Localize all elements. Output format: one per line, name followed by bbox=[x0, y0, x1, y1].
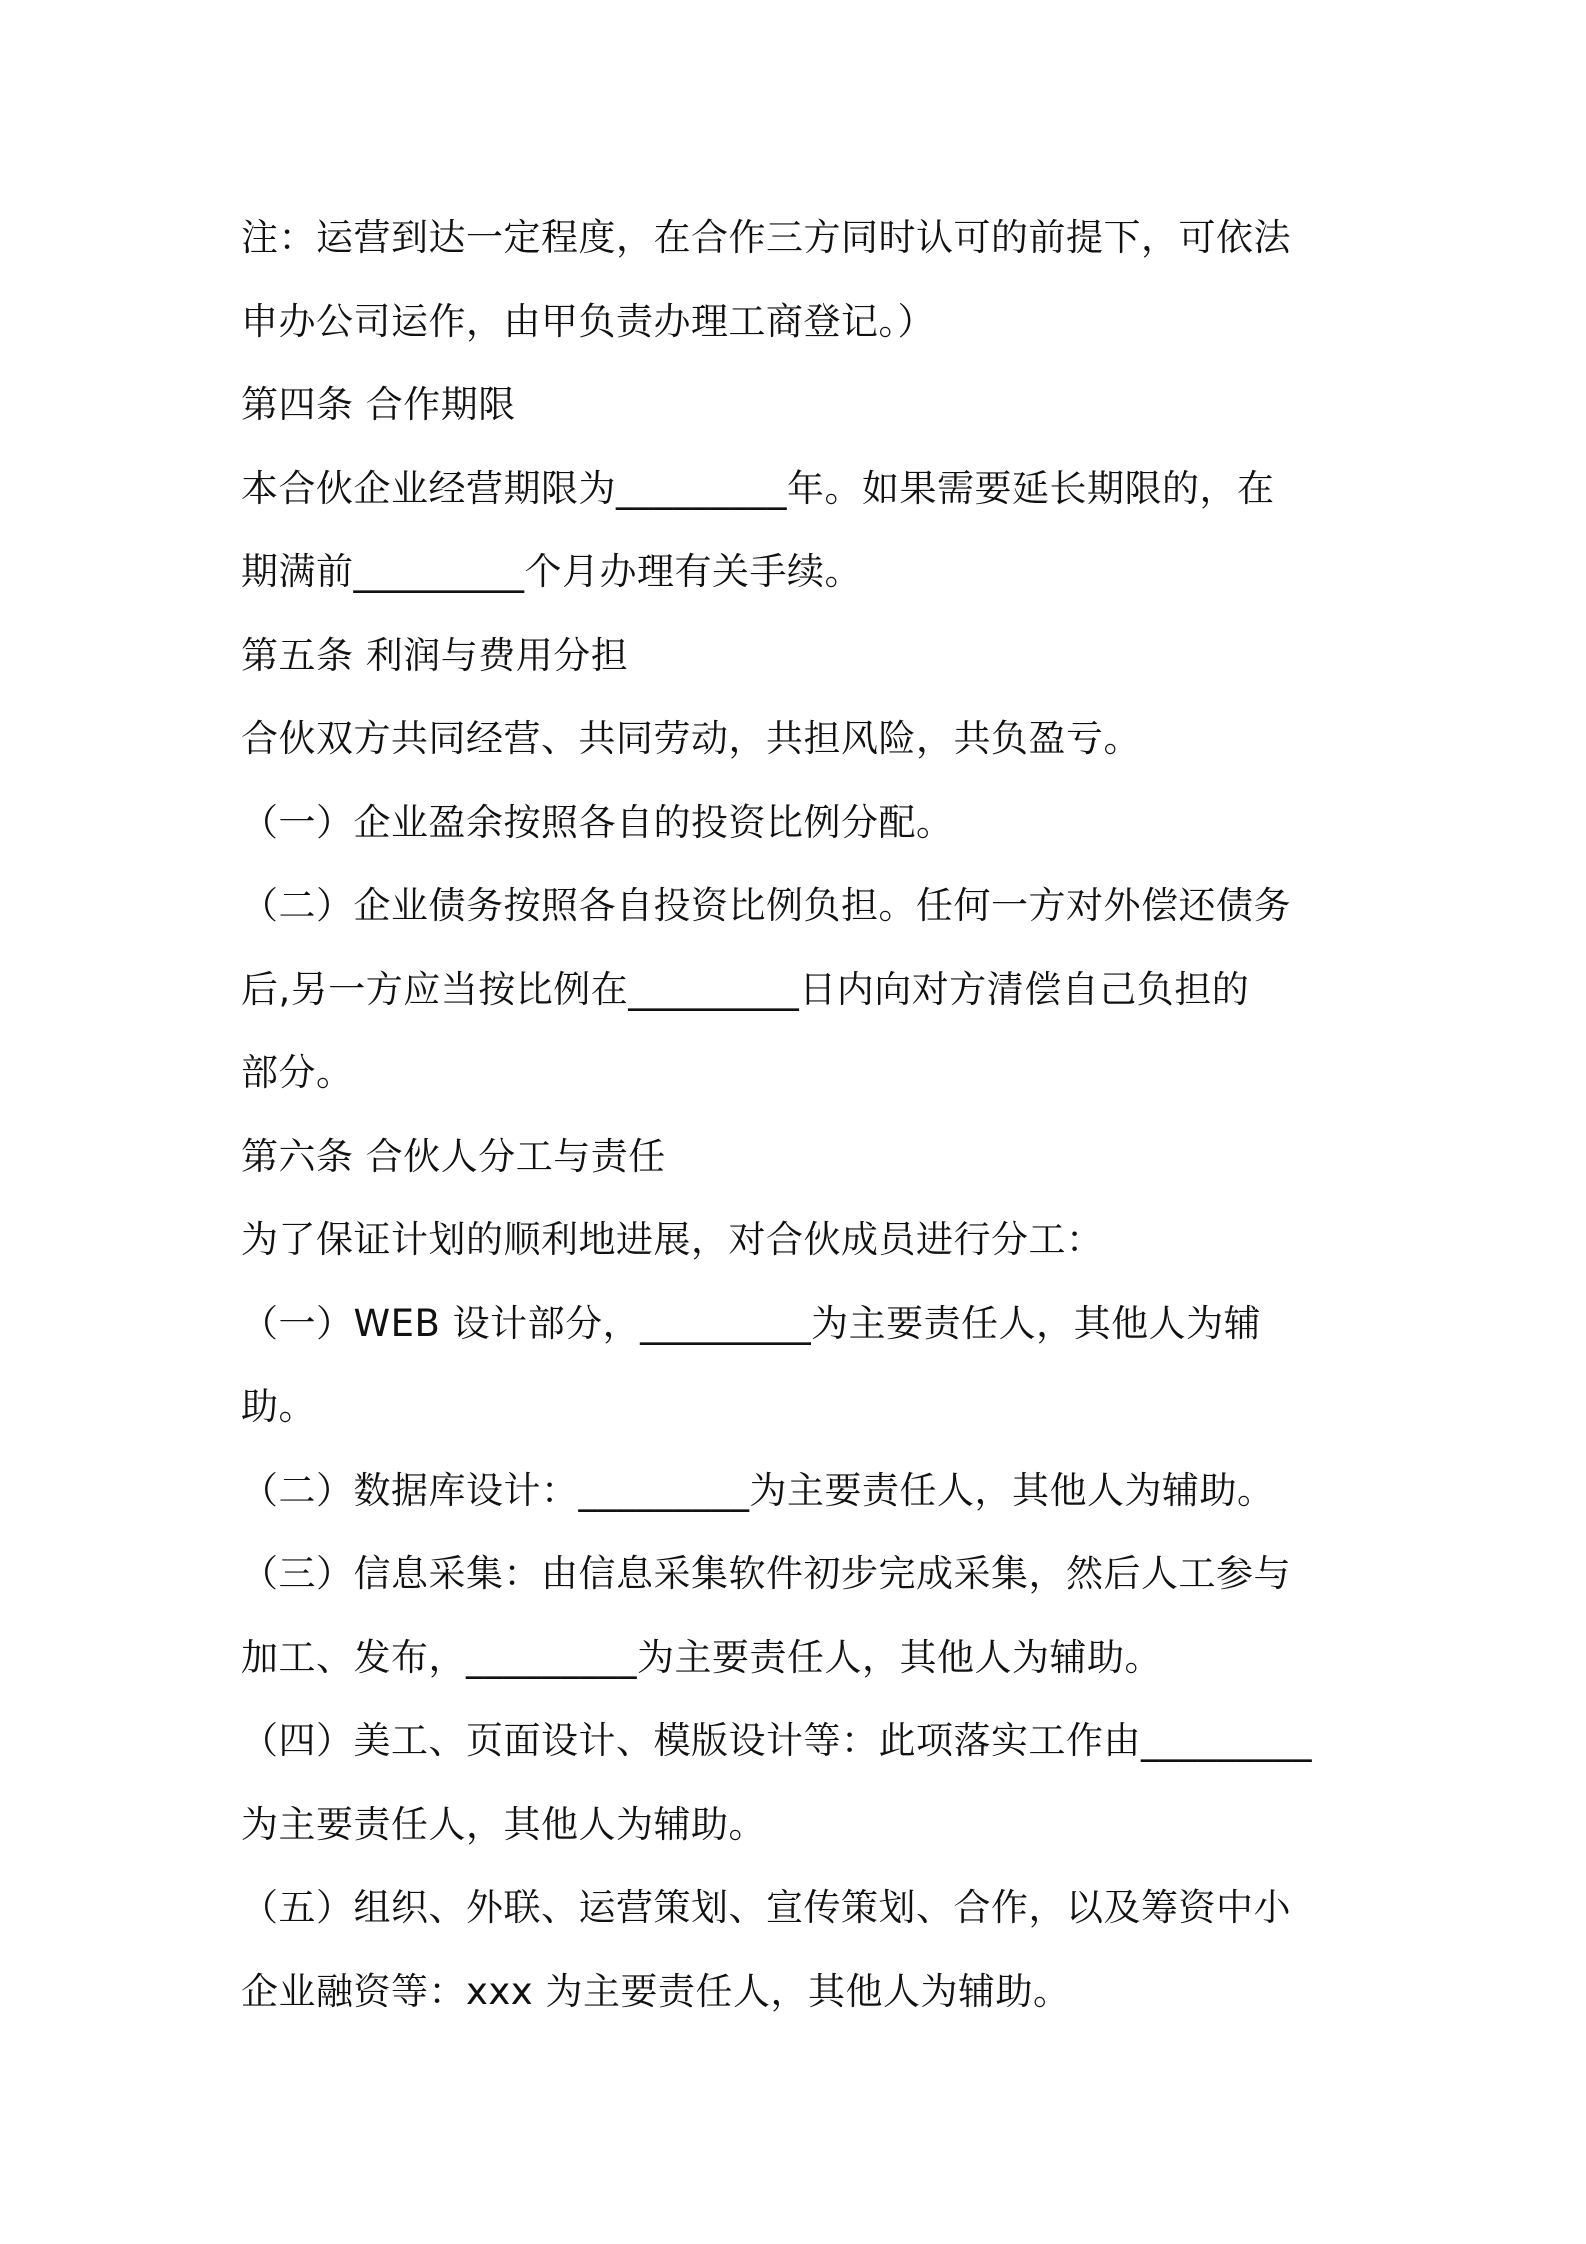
body-line: 为主要责任人，其他人为辅助。 bbox=[241, 1802, 766, 1846]
body-line: 助。 bbox=[241, 1385, 316, 1428]
body-line: 本合伙企业经营期限为_________年。如果需要延长期限的，在 bbox=[241, 466, 1275, 510]
clause-item: （五）组织、外联、运营策划、宣传策划、合作，以及筹资中小 bbox=[241, 1886, 1291, 1929]
clause-item: （二）数据库设计：_________为主要责任人，其他人为辅助。 bbox=[241, 1468, 1275, 1512]
clause-item: （一）WEB 设计部分，_________为主要责任人，其他人为辅 bbox=[241, 1301, 1262, 1345]
clause-item: （一）企业盈余按照各自的投资比例分配。 bbox=[241, 800, 954, 844]
body-line: 合伙双方共同经营、共同劳动，共担风险，共负盈亏。 bbox=[241, 717, 1141, 760]
note-line: 注：运营到达一定程度，在合作三方同时认可的前提下，可依法 bbox=[241, 216, 1291, 259]
body-line: 后,另一方应当按比例在_________日内向对方清偿自己负担的 bbox=[241, 967, 1250, 1011]
body-line: 加工、发布，_________为主要责任人，其他人为辅助。 bbox=[241, 1635, 1162, 1679]
clause-item: （二）企业债务按照各自投资比例负担。任何一方对外偿还债务 bbox=[241, 884, 1291, 927]
document-body bbox=[241, 196, 1361, 2033]
clause-item: （三）信息采集：由信息采集软件初步完成采集，然后人工参与 bbox=[241, 1552, 1291, 1595]
body-line: 部分。 bbox=[241, 1051, 354, 1094]
body-line: 企业融资等：xxx 为主要责任人，其他人为辅助。 bbox=[241, 1969, 1071, 2013]
body-line: 为了保证计划的顺利地进展，对合伙成员进行分工： bbox=[241, 1218, 1104, 1261]
body-line: 期满前_________个月办理有关手续。 bbox=[241, 550, 862, 593]
clause-item: （四）美工、页面设计、模版设计等：此项落实工作由_________ bbox=[241, 1719, 1312, 1762]
article-heading: 第五条 利润与费用分担 bbox=[241, 633, 629, 677]
article-heading: 第四条 合作期限 bbox=[241, 383, 516, 426]
article-heading: 第六条 合伙人分工与责任 bbox=[241, 1134, 666, 1178]
note-line: 申办公司运作，由甲负责办理工商登记。） bbox=[241, 299, 935, 343]
